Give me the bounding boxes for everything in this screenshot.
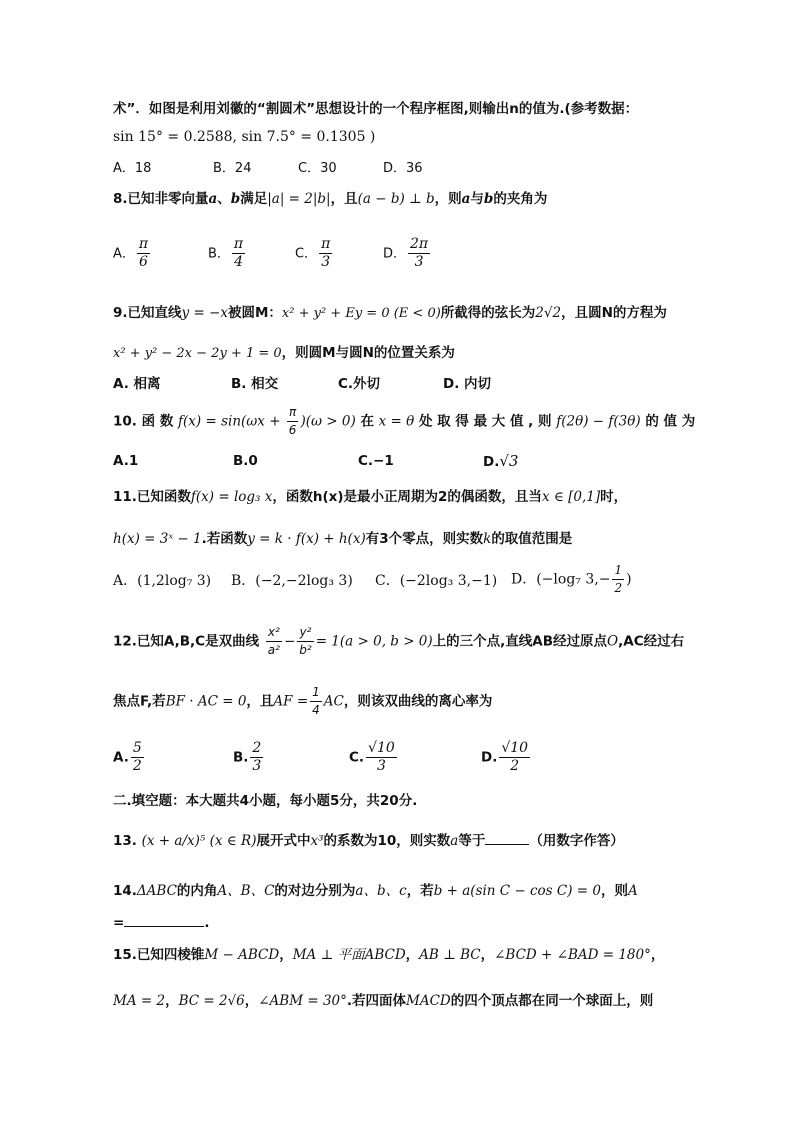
q13-suffix: （用数字作答） [529,833,624,849]
q13-prefix: 13. [113,833,137,849]
q14-answer-line [113,912,684,934]
q11-suffix: 的取值范围是 [491,531,573,547]
q7-option-c: C．30 [298,161,337,176]
q12-option-d [481,740,532,775]
q8-mid1: 满足 [240,191,268,207]
q9-prefix: 9.已知直线 [113,305,182,321]
q13-stem [113,830,684,852]
frac-num: 2π [410,236,429,252]
q15-condition-6: ∠ABM = 30° [258,993,347,1009]
q9-circle-n-equation: x² + y² − 2x − 2y + 1 = 0 [113,346,282,361]
q14-end: . [204,915,210,931]
q11-mid2: 时， [600,489,628,505]
q15-mid1: .若四面体 [346,993,407,1009]
q8-condition-2: (a − b) ⊥ b [357,191,435,207]
q12-x-fraction [266,624,282,659]
q15-condition-5: BC = 2√6 [178,993,245,1009]
q14-sides: a、b、c [355,883,407,899]
q13-mid1: 展开式中 [256,833,311,849]
frac-num: √10 [501,740,529,756]
q12-line2-prefix: 焦点F,若 [113,693,166,710]
q10-option-d-label: D. [483,454,500,470]
q14-answer-blank[interactable] [124,912,204,927]
q8-option-b-fraction [232,236,245,271]
q11-y-definition: y = k · f(x) + h(x) [247,531,366,547]
q15-comma: ， [279,947,293,963]
q13-answer-blank[interactable] [485,830,529,845]
q11-option-d-fraction [612,562,624,597]
frac-num: 5 [132,740,142,756]
q12-option-d-label: D. [481,749,498,766]
q13-term: x³ [310,833,324,849]
q12-option-d-fraction [499,740,530,775]
q8-option-d [383,236,432,271]
q11-stem-line2 [113,528,684,550]
frac-den: 6 [139,254,148,270]
q11-prefix: 11.已知函数 [113,489,191,505]
q12-option-a-label: A. [113,749,129,766]
q8-suffix: 的夹角为 [493,191,548,207]
frac-num: π [321,236,331,252]
q14-stem [113,880,684,902]
q15-condition-1: MA ⊥ 平面ABCD [292,947,406,963]
q8-mid4: 与 [470,191,484,207]
q9-suffix: ，则圆M与圆N的位置关系为 [281,345,455,361]
q10-option-d-value: √3 [499,452,519,470]
q7-option-a: A．18 [113,161,152,176]
frac-den: 3 [252,758,262,774]
q10-option-d [483,450,518,473]
frac-num: y² [297,624,313,642]
q12-stem [113,624,684,659]
q13-expression: (x + a/x)⁵ (x ∈ R) [141,833,257,849]
frac-num: π [138,236,149,252]
q12-mid1: 上的三个点,直线AB经过原点 [432,633,608,650]
q11-option-b: B．(−2,−2log₃ 3) [231,573,353,589]
q14-mid4: ，则 [600,883,628,899]
q15-comma: ， [244,993,259,1009]
q9-option-b: B. 相交 [231,376,279,392]
frac-den: a² [267,643,280,657]
q10-theta: x = θ [378,413,415,430]
q10-option-c: C.−1 [358,453,394,469]
q8-mid3: ，则 [434,191,462,207]
q12-hyperbola-tail: = 1(a > 0, b > 0) [315,633,433,650]
q15-stem-line2 [113,990,684,1012]
vector-a-ref: a [461,191,471,207]
frac-den: 4 [312,703,320,717]
q11-h-definition: h(x) = 3ˣ − 1 [113,531,202,547]
q13-a: a [450,833,459,849]
q15-condition-4: MA = 2 [113,993,166,1009]
frac-den: 4 [234,254,243,270]
q8-option-c-label: C． [295,246,318,262]
q9-mid1: 被圆M： [227,305,282,321]
q9-option-c: C.外切 [338,376,381,392]
q11-domain: x ∈ [0,1] [541,489,601,505]
q15-suffix: 的四个顶点都在同一个球面上，则 [450,993,654,1009]
q12-option-c-label: C. [349,749,365,766]
q12-stem-line2 [113,684,684,719]
q9-option-a: A. 相离 [113,376,161,392]
minus-sign: − [283,633,296,650]
q10-option-a: A.1 [113,453,139,469]
q9-chord-length: 2√2 [535,305,562,321]
q10-mid1: 在 [360,413,374,430]
frac-num: π [233,236,244,252]
q15-comma: ， [650,947,665,963]
q12-option-b-label: B. [233,749,249,766]
q12-prefix: 12.已知A,B,C是双曲线 [113,633,260,650]
q14-equation: b + a(sin C − cos C) = 0 [433,883,601,899]
q10-expression: f(2θ) − f(3θ) [556,413,641,430]
q14-prefix: 14. [113,883,137,899]
q11-mid3: .若函数 [201,531,248,547]
q11-option-d-tail: ) [626,571,632,588]
q10-fraction [287,404,299,439]
q9-option-d: D. 内切 [443,376,492,392]
q12-option-a-fraction [131,740,144,775]
frac-num: √10 [368,740,395,756]
q7-text: 术”．如图是利用刘徽的“割圆术”思想设计的一个程序框图,则输出n的值为.(参考数据： [113,101,639,117]
frac-den: 3 [321,254,331,270]
q12-ac: AC [323,693,344,710]
q9-stem [113,302,684,325]
q10-function-tail: )(ω > 0) [300,413,356,430]
q12-option-c [349,740,399,775]
frac-num: π [287,404,299,422]
q8-condition-1: |a| = 2|b| [267,191,331,207]
section-heading-fill-in: 二.填空题：本大题共4小题，每小题5分，共20分. [113,793,418,809]
q8-option-b [208,236,247,271]
q8-option-a [113,236,152,271]
q12-option-a [113,740,146,775]
q7-option-d: D．36 [383,161,423,176]
q14-triangle: ΔABC [136,883,177,899]
q10-suffix: 的 值 为 [645,413,696,430]
vector-b: b [230,191,241,207]
q12-mid3: ，且 [246,693,274,710]
q12-option-b-fraction [250,740,263,775]
q15-condition-2: AB ⊥ BC [419,947,481,963]
q12-quarter-fraction [310,684,322,719]
frac-den: 2 [510,758,520,774]
q11-option-d [511,562,632,597]
q15-pyramid: M − ABCD [204,947,280,963]
q11-mid4: 有3个零点，则实数 [365,531,484,547]
q12-af: AF = [273,693,309,710]
frac-den: 3 [414,254,424,270]
q9-mid2: 所截得的弦长为 [440,305,536,321]
q15-comma: ， [165,993,179,1009]
q11-option-d-label: D．(−log₇ 3,− [511,571,611,588]
frac-num: x² [266,624,282,642]
vector-b-ref: b [483,191,494,207]
q10-function: f(x) = sin(ωx + [178,413,285,430]
q15-tetrahedron: MACD [406,993,451,1009]
q8-option-b-label: B． [208,246,230,262]
q12-mid2: ,AC经过右 [618,633,685,650]
q14-mid2: 的对边分别为 [274,883,356,899]
frac-num: 2 [252,740,262,756]
q11-option-c: C．(−2log₃ 3,−1) [375,573,498,589]
q10-option-b: B.0 [233,453,258,469]
q12-y-fraction [297,624,313,659]
q10-mid2: 处 取 得 最 大 值 , 则 [418,413,552,430]
q8-option-d-fraction [408,236,430,271]
q8-option-a-label: A． [113,246,135,262]
q14-angle-a: A [627,883,638,899]
q15-prefix: 15.已知四棱锥 [113,947,205,963]
q9-line-equation: y = −x [181,305,228,321]
q9-stem-line2 [113,342,684,365]
q8-option-c [295,236,334,271]
q15-stem [113,944,684,966]
q14-angles: A、B、C [217,883,275,899]
q8-prefix: 8.已知非零向量 [113,191,209,207]
q8-option-a-fraction [137,236,150,271]
q11-stem [113,486,684,508]
q8-stem [113,188,684,210]
q12-suffix: ，则该双曲线的离心率为 [343,693,493,710]
q11-k: k [483,531,492,547]
frac-den: b² [299,643,312,657]
q8-option-c-fraction [319,236,332,271]
q11-option-a: A．(1,2log₇ 3) [113,573,212,589]
q12-option-c-fraction [366,740,397,775]
q9-circle-m-equation: x² + y² + Ey = 0 (E < 0) [281,306,441,321]
q12-origin: O [607,633,619,650]
q11-mid1: ，函数h(x)是最小正周期为2的偶函数，且当 [272,489,542,505]
q8-mid2: ，且 [330,191,358,207]
q15-condition-3: ∠BCD + ∠BAD = 180° [494,947,651,963]
q10-stem [113,404,696,439]
q7-option-b: B．24 [213,161,252,176]
q10-prefix: 10. 函 数 [113,413,174,430]
frac-den: 3 [376,758,386,774]
frac-num: 1 [612,562,624,580]
q8-sep: 、 [217,191,231,207]
frac-num: 1 [310,684,322,702]
q13-mid2: 的系数为10，则实数 [323,833,451,849]
q11-f-definition: f(x) = log₃ x [190,489,273,505]
q9-mid3: ，且圆N的方程为 [561,305,667,321]
q13-mid3: 等于 [458,833,486,849]
frac-den: 2 [132,758,142,774]
vector-a: a [208,191,218,207]
frac-den: 2 [614,581,623,595]
q15-comma: ， [405,947,420,963]
q8-option-d-label: D． [383,246,407,262]
q7-reference-data: sin 15° = 0.2588, sin 7.5° = 0.1305 ) [113,129,376,145]
q12-dot-product: BF · AC = 0 [165,693,247,710]
q15-comma: ， [480,947,495,963]
q14-equals: = [113,915,125,931]
q14-mid1: 的内角 [176,883,218,899]
frac-den: 6 [288,423,297,437]
q12-option-b [233,740,265,775]
q14-mid3: ，若 [406,883,434,899]
